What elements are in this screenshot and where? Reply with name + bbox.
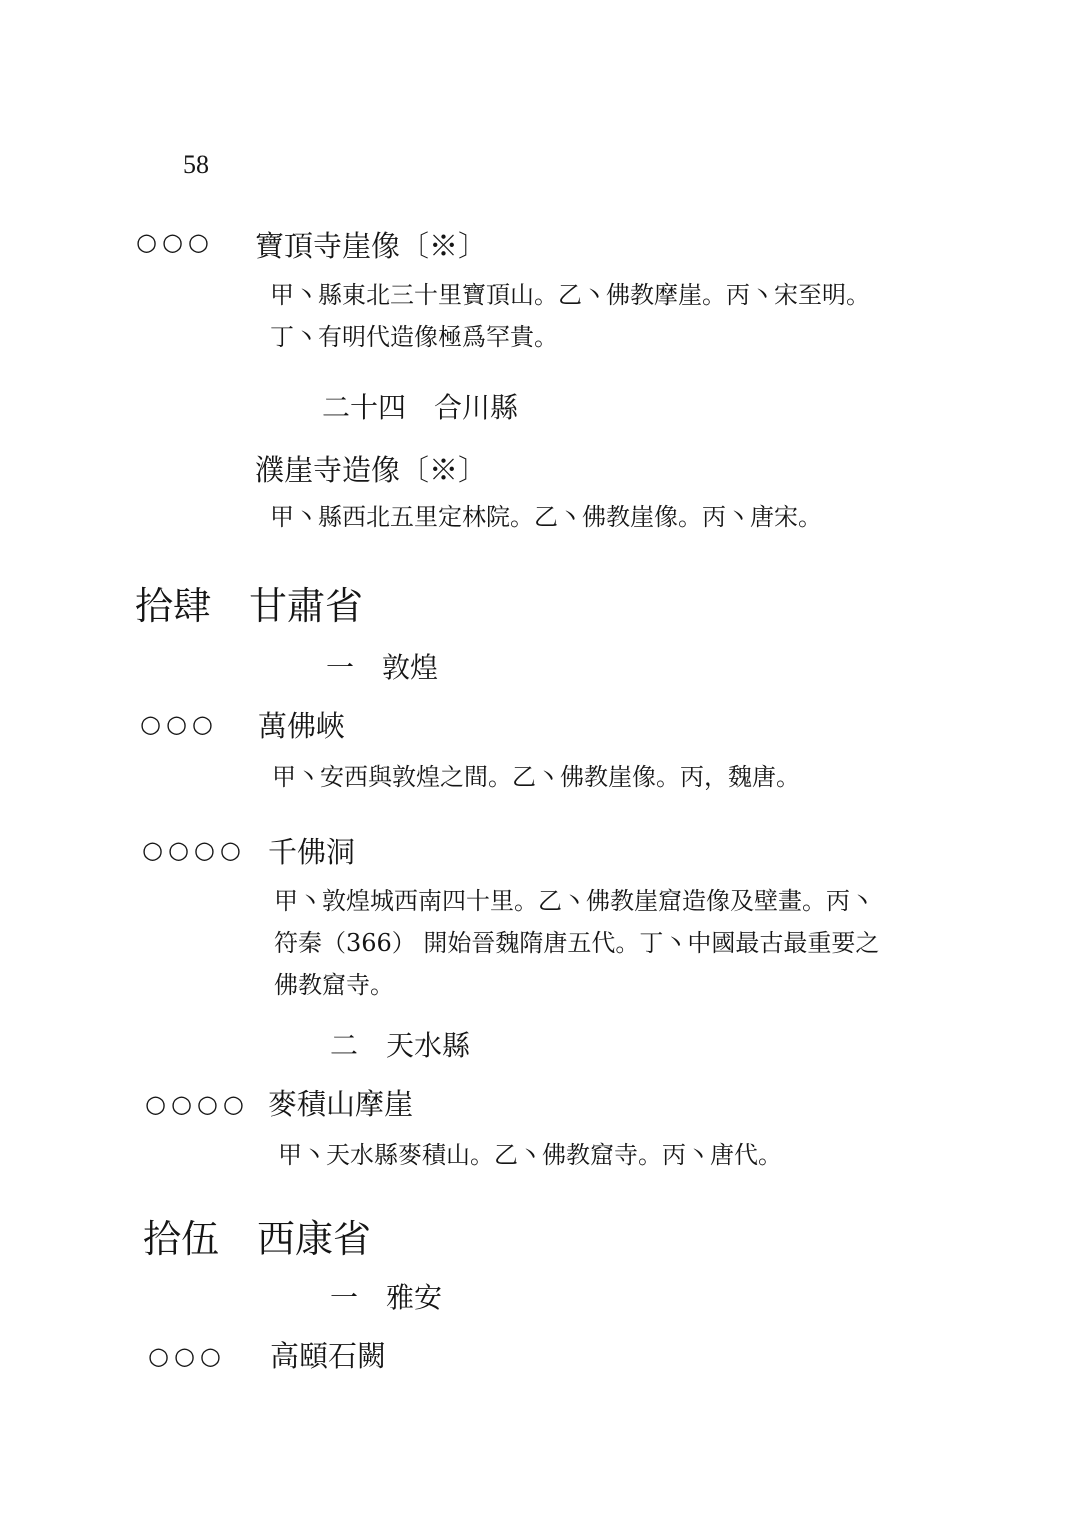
entry-title: 高頤石闕 [270,1339,387,1373]
subsection-heading: 二 天水縣 [330,1029,471,1062]
subsection-heading: 一 敦煌 [326,651,439,684]
entry-description-line: 佛教窟寺。 [274,971,394,999]
entry-description-line: 符秦（366） 開始晉魏隋唐五代。丁丶中國最古最重要之 [274,929,880,957]
page-number: 58 [183,150,209,179]
subsection-heading: 二十四 合川縣 [322,391,519,424]
entry-description-line: 甲丶安西與敦煌之間。乙丶佛教崖像。丙，魏唐。 [272,763,800,791]
entry-description-line: 丁丶有明代造像極爲罕貴。 [270,323,558,351]
entry-title: 千佛洞 [268,835,356,869]
subsection-heading: 一 雅安 [330,1281,443,1314]
importance-marks: ○○○○ [142,836,246,864]
entry-title: 麥積山摩崖 [268,1087,414,1121]
importance-marks: ○○○ [148,1342,226,1370]
importance-marks: ○○○○ [145,1090,249,1118]
importance-marks: ○○○ [140,710,218,738]
entry-description-line: 甲丶縣西北五里定林院。乙丶佛教崖像。丙丶唐宋。 [270,503,822,531]
section-heading: 拾伍 西康省 [143,1217,372,1261]
entry-title: 萬佛峽 [258,709,346,743]
entry-description-line: 甲丶敦煌城西南四十里。乙丶佛教崖窟造像及壁畫。丙丶 [274,887,874,915]
importance-marks: ○○○ [136,228,214,256]
entry-description-line: 甲丶天水縣麥積山。乙丶佛教窟寺。丙丶唐代。 [278,1141,782,1169]
section-heading: 拾肆 甘肅省 [135,584,364,628]
entry-title: 寶頂寺崖像〔※〕 [255,229,488,263]
entry-title: 濮崖寺造像〔※〕 [255,453,488,487]
entry-description-line: 甲丶縣東北三十里寶頂山。乙丶佛教摩崖。丙丶宋至明。 [270,281,870,309]
